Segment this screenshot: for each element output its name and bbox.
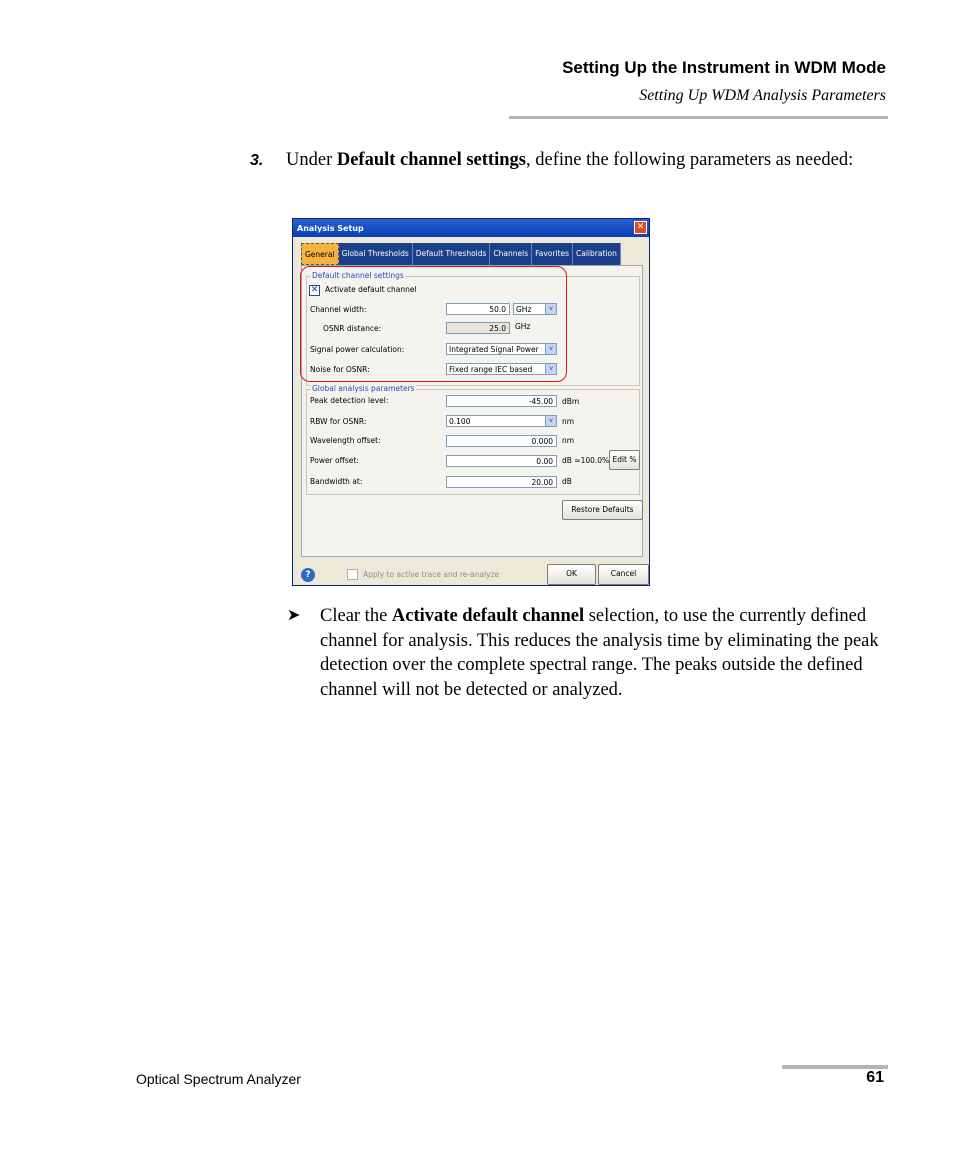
arrow-bullet-icon: ➤ — [287, 607, 301, 624]
activate-default-channel-checkbox[interactable]: ✕ — [310, 285, 319, 295]
power-offset-label: Power offset: — [310, 456, 359, 465]
activate-default-channel-label: Activate default channel — [325, 285, 417, 294]
wavelength-offset-input[interactable]: 0.000 — [446, 435, 557, 447]
tab-calibration[interactable]: Calibration — [573, 243, 621, 265]
osnr-distance-unit: GHz — [515, 322, 531, 331]
tab-channels[interactable]: Channels — [490, 243, 532, 265]
noise-osnr-value: Fixed range IEC based — [449, 365, 533, 374]
peak-detection-label: Peak detection level: — [310, 396, 389, 405]
noise-osnr-label: Noise for OSNR: — [310, 365, 370, 374]
highlight-callout — [300, 266, 567, 382]
bullet-text-bold: Activate default channel — [391, 606, 585, 626]
dialog-title: Analysis Setup — [297, 224, 364, 233]
close-icon[interactable]: ✕ — [634, 221, 647, 234]
chevron-down-icon: v — [545, 364, 556, 374]
apply-reanalyze-checkbox[interactable] — [347, 569, 358, 580]
bandwidth-input[interactable]: 20.00 — [446, 476, 557, 488]
default-channel-group-label: Default channel settings — [312, 271, 404, 280]
global-analysis-group-label: Global analysis parameters — [312, 384, 415, 393]
step-text-pre: Under — [286, 150, 337, 170]
signal-power-value: Integrated Signal Power — [449, 345, 539, 354]
header-rule — [509, 116, 888, 119]
chevron-down-icon: v — [545, 344, 556, 354]
power-offset-unit: dB ≈100.0% — [562, 456, 610, 465]
rbw-osnr-select[interactable] — [446, 415, 557, 427]
cancel-button[interactable]: Cancel — [598, 564, 649, 585]
chevron-down-icon: v — [545, 416, 556, 426]
step-text-bold: Default channel settings — [336, 150, 526, 170]
help-icon[interactable]: ? — [301, 568, 315, 582]
page-number: 61 — [866, 1069, 884, 1086]
apply-reanalyze-label: Apply to active trace and re-analyze — [363, 570, 500, 579]
step-text-post: , define the following parameters as needed: — [525, 150, 854, 170]
bullet-text — [320, 604, 880, 702]
tab-global-thresholds[interactable]: Global Thresholds — [339, 243, 413, 265]
rbw-osnr-label: RBW for OSNR: — [310, 417, 367, 426]
running-header-subtitle: Setting Up WDM Analysis Parameters — [639, 87, 886, 104]
ok-button[interactable]: OK — [547, 564, 596, 585]
channel-width-input[interactable]: 50.0 — [446, 303, 510, 315]
chevron-down-icon: v — [545, 304, 556, 314]
wavelength-offset-unit: nm — [562, 436, 575, 445]
channel-width-label: Channel width: — [310, 305, 367, 314]
wavelength-offset-label: Wavelength offset: — [310, 436, 381, 445]
tab-general[interactable]: General — [301, 243, 339, 265]
bullet-text-pre: Clear the — [320, 606, 392, 626]
rbw-osnr-unit: nm — [562, 417, 575, 426]
channel-width-unit: GHz — [516, 305, 532, 314]
tab-favorites[interactable]: Favorites — [532, 243, 573, 265]
osnr-distance-label: OSNR distance: — [323, 324, 382, 333]
global-analysis-group — [306, 384, 640, 495]
bandwidth-unit: dB — [562, 477, 572, 486]
step-text — [286, 148, 880, 173]
signal-power-label: Signal power calculation: — [310, 345, 405, 354]
running-header-title: Setting Up the Instrument in WDM Mode — [562, 58, 886, 77]
dialog-title-bar — [293, 219, 649, 237]
bullet-text-post: selection, to use the currently defined channel for analysis. This reduces the analysis time by eliminating the peak detection over the complete spectral range. The peaks outside the defined channel will not be detected or analyzed. — [320, 606, 879, 700]
tab-bar — [301, 243, 621, 265]
step-number: 3. — [250, 152, 264, 169]
tab-default-thresholds[interactable]: Default Thresholds — [413, 243, 491, 265]
bandwidth-label: Bandwidth at: — [310, 477, 363, 486]
peak-detection-input[interactable]: -45.00 — [446, 395, 557, 407]
restore-defaults-button[interactable]: Restore Defaults — [562, 500, 643, 520]
power-offset-input[interactable]: 0.00 — [446, 455, 557, 467]
edit-percent-button[interactable]: Edit % — [609, 450, 640, 470]
footer-doc-title: Optical Spectrum Analyzer — [136, 1071, 301, 1087]
peak-detection-unit: dBm — [562, 397, 580, 406]
rbw-osnr-value: 0.100 — [449, 417, 471, 426]
osnr-distance-input: 25.0 — [446, 322, 510, 334]
